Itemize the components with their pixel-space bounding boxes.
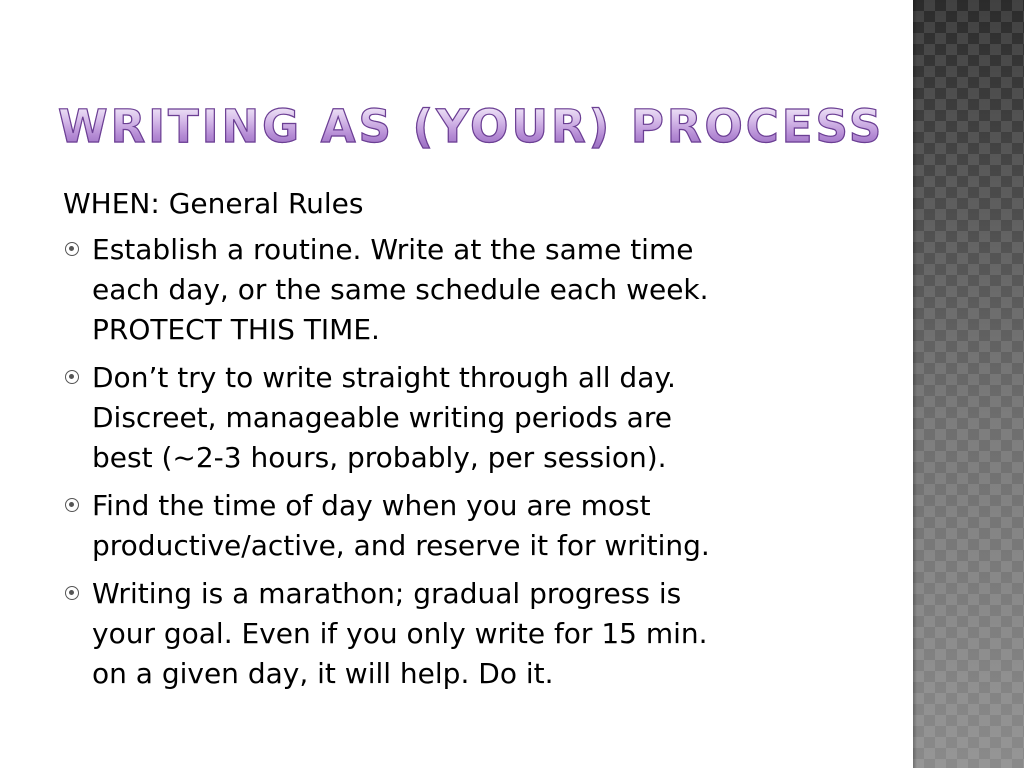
bullet-item-periods (63, 358, 893, 478)
bullet-list (63, 230, 893, 694)
slide-body (63, 184, 893, 702)
bullet-text: Establish a routine. Write at the same time each day, or the same schedule each week. PROTECT THIS TIME. (92, 233, 709, 346)
section-heading: WHEN: General Rules (63, 187, 364, 220)
circled-dot-icon (65, 586, 79, 600)
bullet-item-routine (63, 230, 893, 350)
bullet-text: Don’t try to write straight through all day. Discreet, manageable writing periods are best (~2-3 hours, probably, per session). (92, 361, 676, 474)
circled-dot-icon (65, 242, 79, 256)
decorative-side-band (913, 0, 1024, 768)
slide-title: WRITING AS (YOUR) PROCESS (58, 100, 885, 153)
bullet-text: Find the time of day when you are most productive/active, and reserve it for writing. (92, 489, 710, 562)
bullet-item-productive-time (63, 486, 893, 566)
bullet-text: Writing is a marathon; gradual progress is your goal. Even if you only write for 15 min. on a given day, it will help. Do it. (92, 577, 708, 690)
bullet-item-marathon (63, 574, 893, 694)
circled-dot-icon (65, 370, 79, 384)
circled-dot-icon (65, 498, 79, 512)
